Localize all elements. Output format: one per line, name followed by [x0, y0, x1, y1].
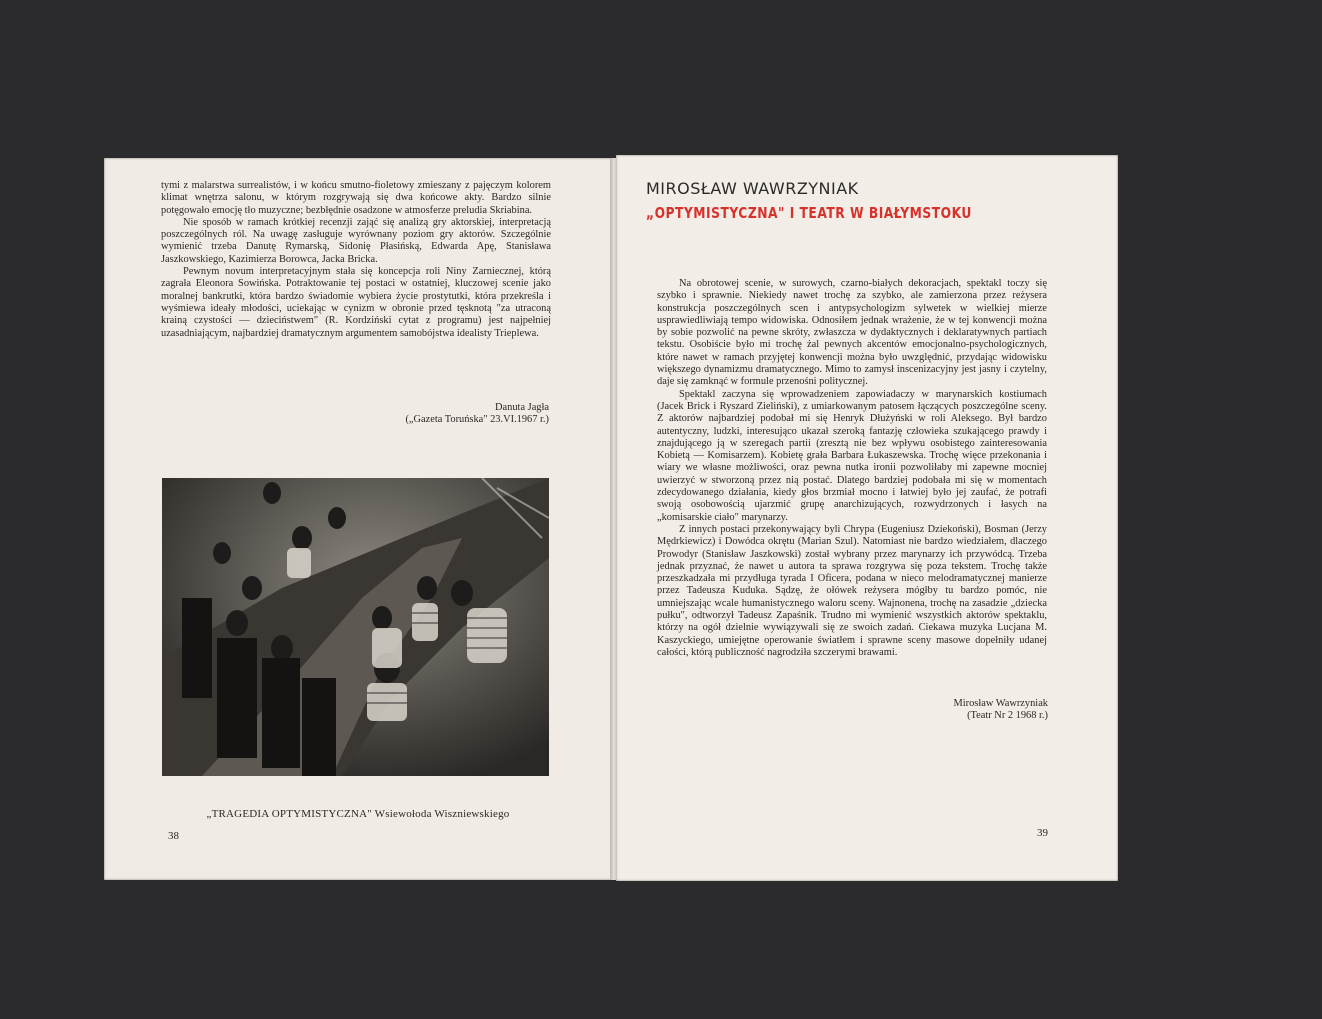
- right-signature-name: Mirosław Wawrzyniak: [953, 698, 1048, 709]
- left-signature-source: („Gazeta Toruńska" 23.VI.1967 r.): [405, 414, 549, 426]
- article-author: MIROSŁAW WAWRZYNIAK: [646, 179, 859, 198]
- left-paragraph-1: tymi z malarstwa surrealistów, i w końcu smutno-fioletowy zmieszany z pajęczym kolorem klimat wnętrza salonu, w którym rozgrywają się dwa końcowe akty. Bardzo silnie potęgowało emocję tło muzyczne; bezbłędnie osadzone w atmosferze preludia Skriabina.: [161, 180, 551, 216]
- left-page-number: 38: [168, 830, 179, 842]
- right-page: [616, 155, 1118, 881]
- stage-photo: [162, 478, 549, 776]
- right-article-text: [657, 278, 1047, 659]
- right-page-number: 39: [1037, 827, 1048, 839]
- left-article-text: [161, 180, 551, 340]
- right-paragraph-1: Na obrotowej scenie, w surowych, czarno-białych dekoracjach, spektakl toczy się szybko i sprawnie. Niekiedy nawet trochę za szybko, ale zamierzona przez reżysera konstrukcja poszczególnych scen i antypsychologizm sylwetek w wielkiej mierze usprawiedliwiają tempo widowiska. Odnosiłem jednak wrażenie, że w tej konwencji można by sobie pozwolić na pewne skróty, zwłaszcza w dydaktycznych i deklaratywnych partiach tekstu. Osobiście było mi trochę żal pewnych akcentów emocjonalno-psychologicznych, które nawet w ramach przyjętej konwencji można było uwzględnić, przydając widowisku większego dynamizmu dramatycznego. Mimo to zamysł inscenizacyjny jest jasny i czytelny, daje się zamknąć w formule przenośni politycznej.: [657, 278, 1047, 388]
- article-title: „OPTYMISTYCZNA" I TEATR W BIAŁYMSTOKU: [646, 204, 972, 222]
- photo-caption: „TRAGEDIA OPTYMISTYCZNA" Wsiewołoda Wiszniewskiego: [206, 808, 510, 820]
- left-paragraph-3: Pewnym novum interpretacyjnym stała się koncepcja roli Niny Zarniecznej, którą zagrała Eleonora Sowińska. Potraktowanie tej postaci w ostatniej, kluczowej scenie jako moralnej bankrutki, która bardzo świadomie wybiera życie prostytutki, która przekreśla i wyśmiewa ideały młodości, uciekając w cynizm w obronie przed tęsknotą "za utraconą krainą czystości — dzieciństwem" (R. Kordziński cytat z programu) jest najpełniej uzasadniającym, najbardziej dramatycznym argumentem samobójstwa idealisty Trieplewa.: [161, 266, 551, 339]
- right-paragraph-3: Z innych postaci przekonywający byli Chrypa (Eugeniusz Dziekoński), Bosman (Jerzy Mędrkiewicz) i Dowódca okrętu (Marian Szul). Natomiast nie bardzo wiedziałem, dlaczego Prowodyr (Stanisław Jaszkowski) został wybrany przez marynarzy ich przywódcą. Trzeba jednak przyznać, że nawet u autora ta sprawa rozgrywa się poza tekstem. Trochę także przeszkadzała mi przydługa tyrada I Oficera, podana w nieco melodramatycznej manierze przez Tadeusza Kuduka. Sądzę, że ołówek reżysera mógłby tu bardzo pomóc, nie umniejszając wcale humanistycznego waloru sceny. Wajnonena, trochę na zasadzie „dziecka pułku", odtworzył Tadeusz Zapaśnik. Trudno mi wymienić wszystkich aktorów spektaklu, którzy na ogół dzielnie wywiązywali się ze swoich zadań. Ciekawa muzyka Lucjana M. Kaszyckiego, umiejętne operowanie światłem i sprawne sceny masowe dopełniły udanej całości, którą publiczność nagrodziła szczerymi brawami.: [657, 523, 1047, 658]
- left-signature-name: Danuta Jagła: [495, 402, 549, 413]
- right-signature-source: (Teatr Nr 2 1968 r.): [967, 710, 1048, 722]
- right-paragraph-2: Spektakl zaczyna się wprowadzeniem zapowiadaczy w marynarskich kostiumach (Jacek Brick i Ryszard Zieliński), z umiarkowanym patosem łączących poszczególne sceny. Z aktorów najbardziej podobał mi się Henryk Dłużyński w roli Aleksego. Był bardzo autentyczny, ludzki, interesująco ukazał szeroką fantazję człowieka szukającego prawdy i znajdującego ją w szeregach partii (zresztą nie bez wpływu osobistego zainteresowania Kobietą — Komisarzem). Kobietę grała Barbara Łukaszewska. Trochę więce przekonania i wiary we własne możliwości, oraz pewna nutka ironii pozwoliłaby mi zapewne mocniej uwierzyć w stworzoną przez nią postać. Dlatego bardziej podobała mi się w momentach zdecydowanego działania, kiedy głos brzmiał mocno i łatwiej było jej zaufać, że potrafi swoją osobowością ujarzmić grupę anarchizujących, rozwydrzonych i łasych na „komisarskie ciało" marynarzy.: [657, 388, 1047, 523]
- left-page: [104, 158, 612, 880]
- stage-photo-image: [162, 478, 549, 776]
- right-signature: [856, 698, 1048, 723]
- left-paragraph-2: Nie sposób w ramach krótkiej recenzji zająć się analizą gry aktorskiej, interpretacją poszczególnych ról. Na uwagę zasługuje wyrównany poziom gry aktorów. Szczególnie wymienić trzeba Danutę Rymarską, Sidonię Płasińską, Edwarda Apę, Stanisława Jaszkowskiego, Kazimierza Borowca, Jacka Bricka.: [161, 216, 551, 265]
- left-signature: [304, 402, 549, 427]
